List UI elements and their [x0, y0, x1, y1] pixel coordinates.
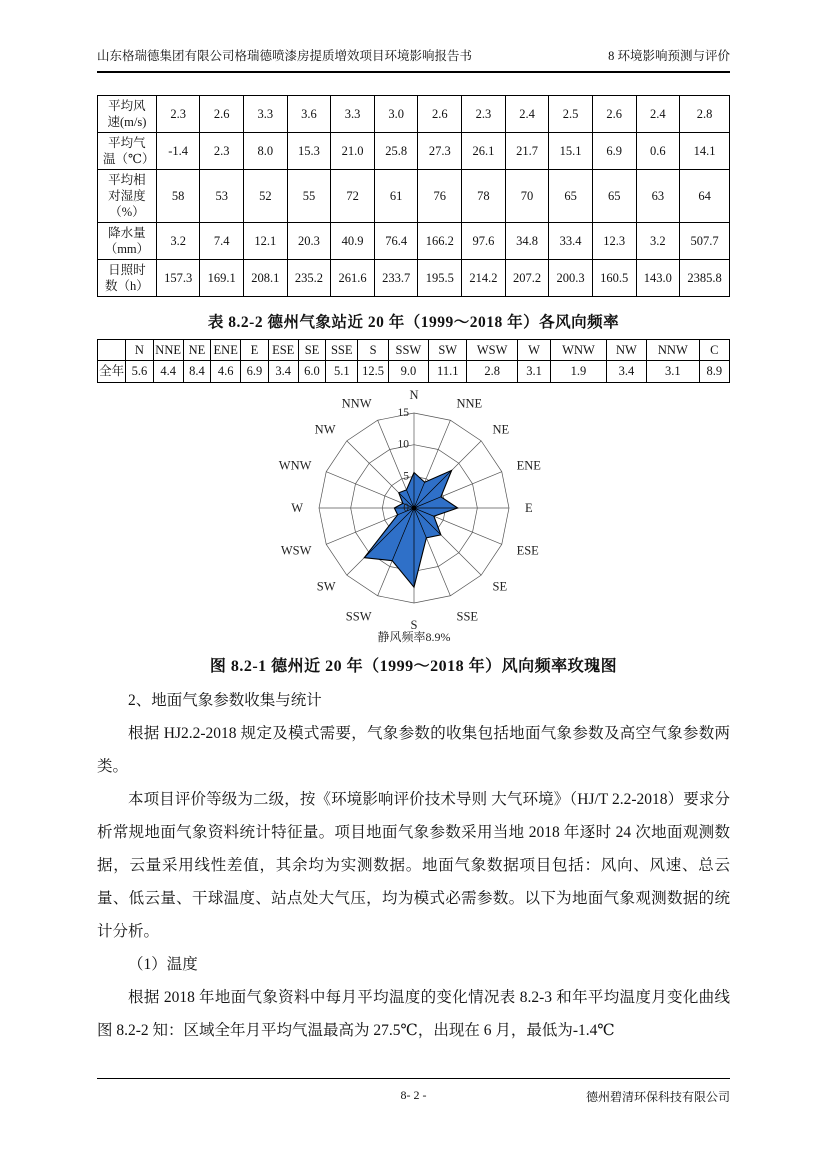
- met-cell: 3.0: [374, 96, 418, 133]
- wind-direction-header: N: [126, 340, 153, 361]
- rose-direction-label: NW: [314, 422, 335, 436]
- met-cell: 65: [549, 170, 593, 223]
- met-cell: 64: [680, 170, 730, 223]
- wind-table-value-row: [98, 361, 730, 382]
- header-left-title: 山东格瑞德集团有限公司格瑞德喷漆房提质增效项目环境影响报告书: [97, 49, 473, 63]
- met-cell: 214.2: [462, 260, 506, 297]
- met-cell: 7.4: [200, 223, 244, 260]
- rose-tick-label: 5: [402, 469, 409, 482]
- met-cell: 53: [200, 170, 244, 223]
- rose-direction-label: WSW: [280, 543, 311, 557]
- met-cell: 72: [331, 170, 375, 223]
- wind-direction-header: E: [241, 340, 268, 361]
- wind-direction-header: ESE: [268, 340, 298, 361]
- met-cell: 157.3: [156, 260, 200, 297]
- met-cell: 76.4: [374, 223, 418, 260]
- met-table-row: [98, 133, 730, 170]
- met-cell: 160.5: [592, 260, 636, 297]
- met-cell: 40.9: [331, 223, 375, 260]
- met-cell: 33.4: [549, 223, 593, 260]
- met-row-label: 降水量（mm）: [98, 223, 157, 260]
- wind-frequency-cell: 12.5: [358, 361, 388, 382]
- met-cell: 61: [374, 170, 418, 223]
- met-cell: 55: [287, 170, 331, 223]
- wind-direction-header: NE: [183, 340, 210, 361]
- met-row-label: 日照时数（h）: [98, 260, 157, 297]
- wind-direction-header: NW: [606, 340, 646, 361]
- paragraph-3: 根据 2018 年地面气象资料中每月平均温度的变化情况表 8.2-3 和年平均温度月变化曲线图 8.2-2 知：区域全年月平均气温最高为 27.5℃，出现在 6 月，最低为-1.4℃: [97, 988, 730, 1039]
- wind-frequency-cell: 2.8: [467, 361, 517, 382]
- wind-direction-header: NNE: [153, 340, 183, 361]
- rose-center-dot: [411, 505, 416, 510]
- rose-tick-label: 10: [397, 438, 409, 451]
- wind-table-caption: 表 8.2-2 德州气象站近 20 年（1999～2018 年）各风向频率: [207, 314, 620, 331]
- met-cell: 52: [244, 170, 288, 223]
- wind-rose-polygon: [364, 470, 457, 587]
- wind-frequency-table: [97, 339, 730, 383]
- met-cell: 2.6: [418, 96, 462, 133]
- met-cell: 208.1: [244, 260, 288, 297]
- met-cell: 207.2: [505, 260, 549, 297]
- wind-frequency-cell: 3.4: [606, 361, 646, 382]
- met-cell: 65: [592, 170, 636, 223]
- met-cell: 70: [505, 170, 549, 223]
- wind-rose-figure: [97, 386, 730, 651]
- met-cell: 2.4: [636, 96, 680, 133]
- page-header: [97, 0, 730, 73]
- met-table-body: [98, 96, 730, 297]
- met-table-row: [98, 260, 730, 297]
- rose-direction-label: SSE: [456, 609, 478, 624]
- section-heading: 2、地面气象参数收集与统计: [128, 691, 322, 709]
- met-cell: 143.0: [636, 260, 680, 297]
- met-cell: 15.1: [549, 133, 593, 170]
- met-row-label: 平均风速(m/s): [98, 96, 157, 133]
- rose-direction-label: SE: [492, 579, 507, 593]
- met-cell: 26.1: [462, 133, 506, 170]
- rose-direction-label: SW: [316, 579, 335, 593]
- met-cell: 2.5: [549, 96, 593, 133]
- wind-frequency-cell: 5.6: [126, 361, 153, 382]
- met-cell: 200.3: [549, 260, 593, 297]
- met-cell: 2.6: [592, 96, 636, 133]
- met-cell: 2.3: [156, 96, 200, 133]
- paragraph-1: 根据 HJ2.2-2018 规定及模式需要，气象参数的收集包括地面气象参数及高空气象参数两类。: [97, 724, 730, 775]
- rose-direction-label: ENE: [516, 458, 541, 472]
- footer-company: 德州碧清环保科技有限公司: [585, 1090, 730, 1104]
- met-cell: 2385.8: [680, 260, 730, 297]
- wind-frequency-cell: 8.4: [183, 361, 210, 382]
- wind-direction-header: NNW: [647, 340, 699, 361]
- page-content: [97, 0, 730, 1047]
- wind-row-label: 全年: [98, 361, 126, 382]
- rose-direction-label: W: [290, 500, 303, 515]
- met-cell: 3.3: [331, 96, 375, 133]
- wind-frequency-cell: 3.1: [647, 361, 699, 382]
- met-cell: 2.4: [505, 96, 549, 133]
- met-row-label: 平均相对湿度（%）: [98, 170, 157, 223]
- wind-direction-header: SW: [429, 340, 467, 361]
- met-cell: 8.0: [244, 133, 288, 170]
- page-footer: [97, 1078, 730, 1113]
- met-cell: 15.3: [287, 133, 331, 170]
- rose-direction-label: NE: [492, 422, 509, 436]
- paragraph-2: 本项目评价等级为二级，按《环境影响评价技术导则 大气环境》（HJ/T 2.2-2018）要求分析常规地面气象资料统计特征量。项目地面气象参数采用当地 2018 年逐时 24 次地面观测数据，云量采用线性差值，其余均为实测数据。地面气象数据项目包括：风向、风速、总云量、低云量、干球温度、站点处大气压，均为模式必需参数。以下为地面气象观测数据的统计分析。: [97, 790, 730, 940]
- met-cell: 63: [636, 170, 680, 223]
- wind-table-header-row: [98, 340, 730, 361]
- wind-frequency-cell: 9.0: [388, 361, 428, 382]
- rose-direction-label: E: [524, 500, 533, 515]
- met-cell: 12.1: [244, 223, 288, 260]
- subsection-temperature-heading: （1）温度: [128, 955, 198, 973]
- rose-direction-label: S: [410, 617, 417, 632]
- wind-direction-header: W: [517, 340, 550, 361]
- met-cell: 3.2: [156, 223, 200, 260]
- wind-corner-cell: [98, 340, 126, 361]
- met-cell: 2.6: [200, 96, 244, 133]
- met-cell: 233.7: [374, 260, 418, 297]
- met-cell: 2.3: [200, 133, 244, 170]
- wind-direction-header: WNW: [551, 340, 607, 361]
- rose-direction-label: WNW: [278, 458, 311, 472]
- met-cell: 3.6: [287, 96, 331, 133]
- met-cell: 14.1: [680, 133, 730, 170]
- met-cell: 97.6: [462, 223, 506, 260]
- wind-direction-header: SSE: [326, 340, 358, 361]
- met-cell: 21.0: [331, 133, 375, 170]
- met-cell: 2.8: [680, 96, 730, 133]
- wind-direction-header: SSW: [388, 340, 428, 361]
- wind-frequency-cell: 3.4: [268, 361, 298, 382]
- met-cell: 3.2: [636, 223, 680, 260]
- met-cell: 261.6: [331, 260, 375, 297]
- met-cell: 21.7: [505, 133, 549, 170]
- met-cell: 58: [156, 170, 200, 223]
- met-cell: 34.8: [505, 223, 549, 260]
- met-cell: 507.7: [680, 223, 730, 260]
- met-cell: 25.8: [374, 133, 418, 170]
- met-cell: 235.2: [287, 260, 331, 297]
- wind-frequency-cell: 4.4: [153, 361, 183, 382]
- met-cell: 27.3: [418, 133, 462, 170]
- met-cell: 2.3: [462, 96, 506, 133]
- rose-direction-label: NNW: [341, 395, 371, 410]
- met-cell: 6.9: [592, 133, 636, 170]
- met-cell: 195.5: [418, 260, 462, 297]
- wind-direction-header: S: [358, 340, 388, 361]
- header-right-chapter: 8 环境影响预测与评价: [608, 49, 730, 63]
- wind-frequency-cell: 5.1: [326, 361, 358, 382]
- calm-frequency-label: 静风频率8.9%: [377, 629, 450, 644]
- met-cell: 0.6: [636, 133, 680, 170]
- rose-tick-label: 0: [402, 501, 409, 514]
- met-cell: 3.3: [244, 96, 288, 133]
- wind-frequency-cell: 1.9: [551, 361, 607, 382]
- rose-direction-label: N: [408, 387, 419, 402]
- met-row-label: 平均气温（℃）: [98, 133, 157, 170]
- page-number: 8- 2 -: [400, 1088, 427, 1102]
- wind-frequency-cell: 4.6: [211, 361, 241, 382]
- wind-direction-header: C: [699, 340, 729, 361]
- wind-frequency-cell: 8.9: [699, 361, 729, 382]
- wind-frequency-cell: 3.1: [517, 361, 550, 382]
- met-cell: 169.1: [200, 260, 244, 297]
- wind-direction-header: SE: [298, 340, 325, 361]
- wind-table-body: [98, 340, 730, 383]
- wind-direction-header: WSW: [467, 340, 517, 361]
- met-table-row: [98, 170, 730, 223]
- rose-tick-label: 15: [397, 406, 409, 419]
- rose-direction-label: NNE: [456, 395, 482, 410]
- rose-direction-label: SSW: [345, 609, 371, 624]
- met-table-row: [98, 223, 730, 260]
- met-cell: 166.2: [418, 223, 462, 260]
- wind-frequency-cell: 11.1: [429, 361, 467, 382]
- met-cell: 76: [418, 170, 462, 223]
- wind-rose-chart: [244, 386, 584, 646]
- wind-direction-header: ENE: [211, 340, 241, 361]
- figure-caption: 图 8.2-1 德州近 20 年（1999～2018 年）风向频率玫瑰图: [209, 657, 618, 675]
- met-cell: 78: [462, 170, 506, 223]
- wind-frequency-cell: 6.9: [241, 361, 268, 382]
- met-cell: -1.4: [156, 133, 200, 170]
- met-cell: 20.3: [287, 223, 331, 260]
- wind-frequency-cell: 6.0: [298, 361, 325, 382]
- met-cell: 12.3: [592, 223, 636, 260]
- met-table-row: [98, 96, 730, 133]
- monthly-met-table: [97, 95, 730, 297]
- rose-direction-label: ESE: [516, 543, 539, 557]
